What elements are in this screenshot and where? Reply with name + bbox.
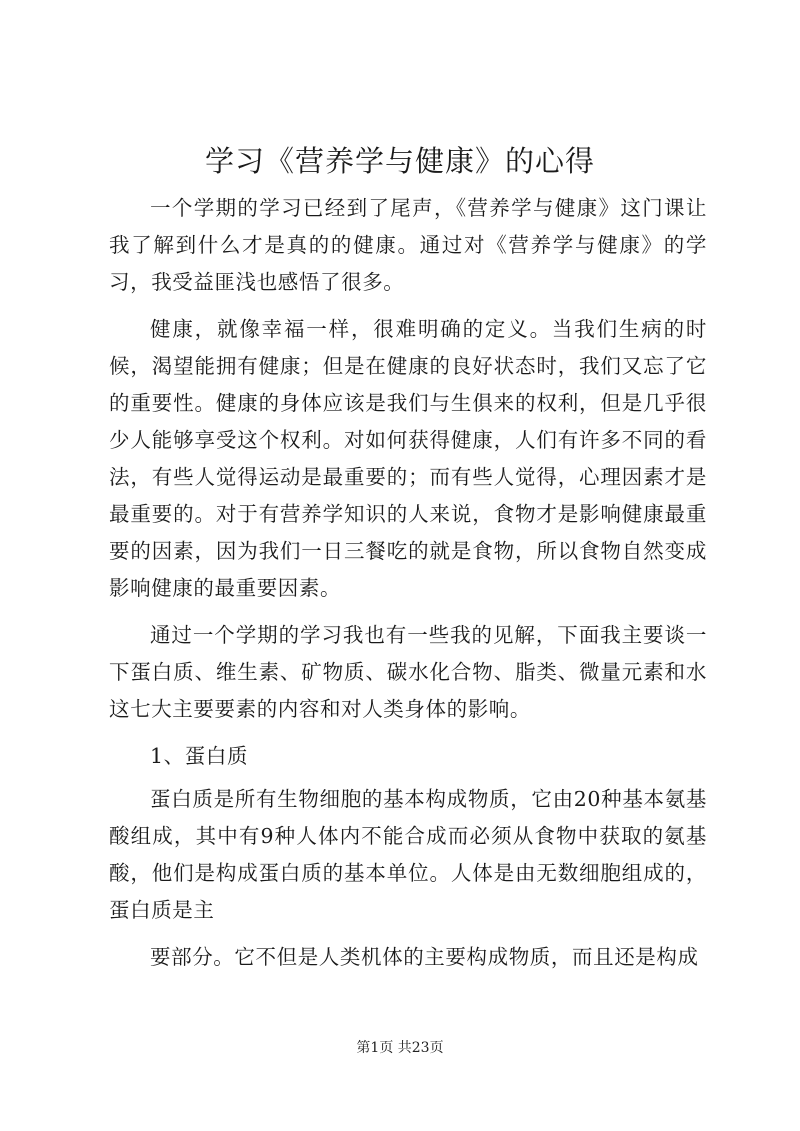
paragraph-protein: 蛋白质是所有生物细胞的基本构成物质，它由20种基本氨基酸组成，其中有9种人体内不能合成而必须从食物中获取的氨基酸，他们是构成蛋白质的基本单位。人体是由无数细胞组成的，蛋白质是主 [109, 787, 707, 922]
paragraph-health-definition: 健康，就像幸福一样，很难明确的定义。当我们生病的时候，渴望能拥有健康；但是在健康的良好状态时，我们又忘了它的重要性。健康的身体应该是我们与生俱来的权利，但是几乎很少人能够享受这个权利。对如何获得健康，人们有许多不同的看法，有些人觉得运动是最重要的；而有些人觉得，心理因素才是最重要的。对于有营养学知识的人来说，食物才是影响健康最重要的因素，因为我们一日三餐吃的就是食物，所以食物自然变成影响健康的最重要因素。 [109, 317, 707, 600]
paragraph-intro: 一个学期的学习已经到了尾声，《营养学与健康》这门课让我了解到什么才是真的的健康。通过对《营养学与健康》的学习，我受益匪浅也感悟了很多。 [109, 196, 707, 294]
paragraph-seven-elements: 通过一个学期的学习我也有一些我的见解，下面我主要谈一下蛋白质、维生素、矿物质、碳水化合物、脂类、微量元素和水这七大主要要素的内容和对人类身体的影响。 [109, 623, 707, 721]
page-number-footer: 第1页 共23页 [356, 1040, 444, 1056]
paragraph-protein-continued: 要部分。它不但是人类机体的主要构成物质，而且还是构成 [150, 945, 699, 969]
document-body [109, 190, 707, 986]
document-title: 学习《营养学与健康》的心得 [204, 144, 595, 178]
section-heading-protein: 1、蛋白质 [150, 744, 249, 768]
